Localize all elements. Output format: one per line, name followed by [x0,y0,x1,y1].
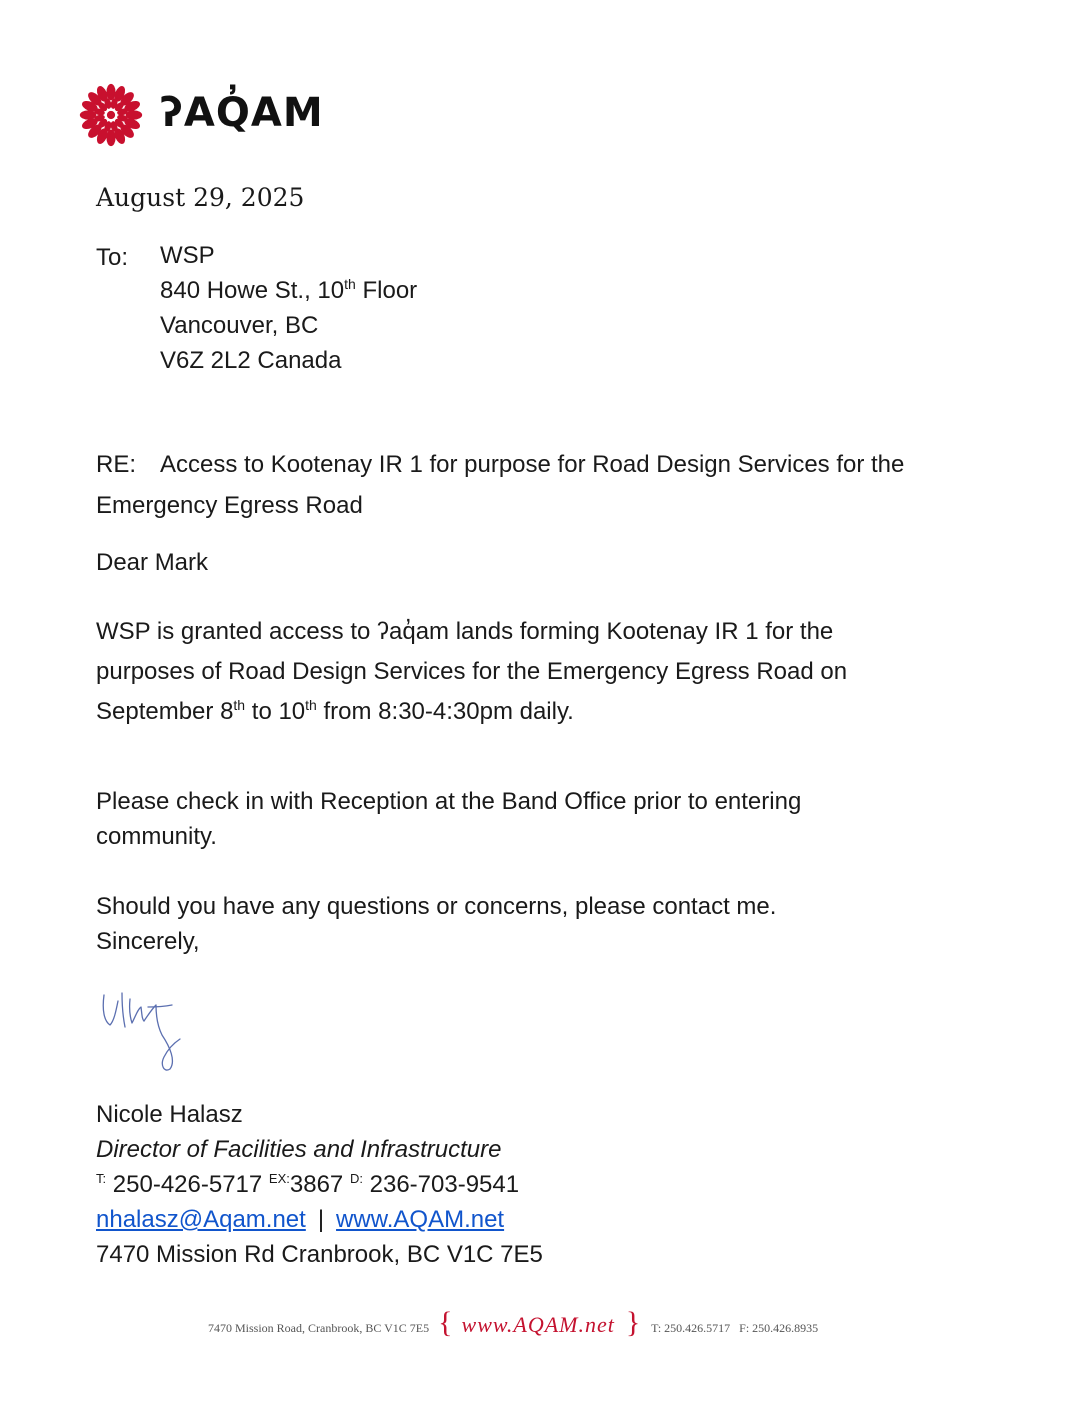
letter-date: August 29, 2025 [96,183,305,212]
handwritten-signature [92,985,192,1080]
email-link[interactable]: nhalasz@Aqam.net [96,1206,306,1233]
checkin-line1: Please check in with Reception at the Band Office prior to entering [96,788,802,815]
phone-number: 250-426-5717 [106,1171,269,1198]
closing [96,889,776,959]
flower-outer-petal [106,130,115,146]
footer-phone: T: 250.426.5717 [651,1321,731,1335]
link-separator: | [317,1206,325,1233]
re-line2: Emergency Egress Road [96,492,363,519]
phone-label: T: [96,1171,107,1186]
recipient-street: 840 Howe St., 10th Floor [160,276,418,304]
recipient-name: WSP [160,242,215,269]
to-label: To: [96,244,129,271]
contact-phones [96,1167,543,1202]
recipient-city: Vancouver, BC [160,312,319,339]
sincerely: Sincerely, [96,928,200,955]
footer-brace-open: { [438,1306,453,1339]
signer-address: 7470 Mission Rd Cranbrook, BC V1C 7E5 [96,1241,543,1268]
re-line1: Access to Kootenay IR 1 for purpose for Road Design Services for the [160,451,905,478]
flower-outer-petal [80,110,97,119]
signer-title: Director of Facilities and Infrastructure [96,1136,502,1163]
access-line2: purposes of Road Design Services for the Emergency Egress Road on [96,658,848,685]
footer-fax: F: 250.426.8935 [739,1321,819,1335]
logo [74,82,344,148]
aqam-flower-icon [74,82,148,148]
direct-label: D: [349,1171,363,1186]
signer-name: Nicole Halasz [96,1101,243,1128]
signature-block [96,1097,543,1272]
re-label: RE: [96,451,137,478]
website-link[interactable]: www.AQAM.net [336,1206,505,1233]
access-line1: WSP is granted access to ʔaq̓am lands forming Kootenay IR 1 for the [96,618,834,645]
contact-links [96,1202,543,1237]
recipient-block [160,238,417,378]
checkin-paragraph [96,784,801,854]
direct-number: 236-703-9541 [362,1171,520,1198]
salutation: Dear Mark [96,549,209,576]
footer-brace-close: } [625,1306,641,1339]
logo-wordmark: ʔAQ̓AM [160,90,324,136]
access-paragraph [96,612,847,732]
ext-number: 3867 [289,1171,350,1198]
recipient-postal: V6Z 2L2 Canada [160,347,342,374]
footer-website: www.AQAM.net [461,1312,615,1337]
access-line3: September 8th to 10th from 8:30-4:30pm daily. [96,697,574,725]
checkin-line2: community. [96,823,217,850]
flower-outer-petal [106,84,115,101]
footer-address: 7470 Mission Road, Cranbrook, BC V1C 7E5 [208,1321,430,1335]
letterhead-footer [208,1306,868,1339]
ext-label: EX: [268,1171,290,1186]
closing-line: Should you have any questions or concerns, please contact me. [96,893,777,920]
flower-outer-petal [126,110,142,119]
